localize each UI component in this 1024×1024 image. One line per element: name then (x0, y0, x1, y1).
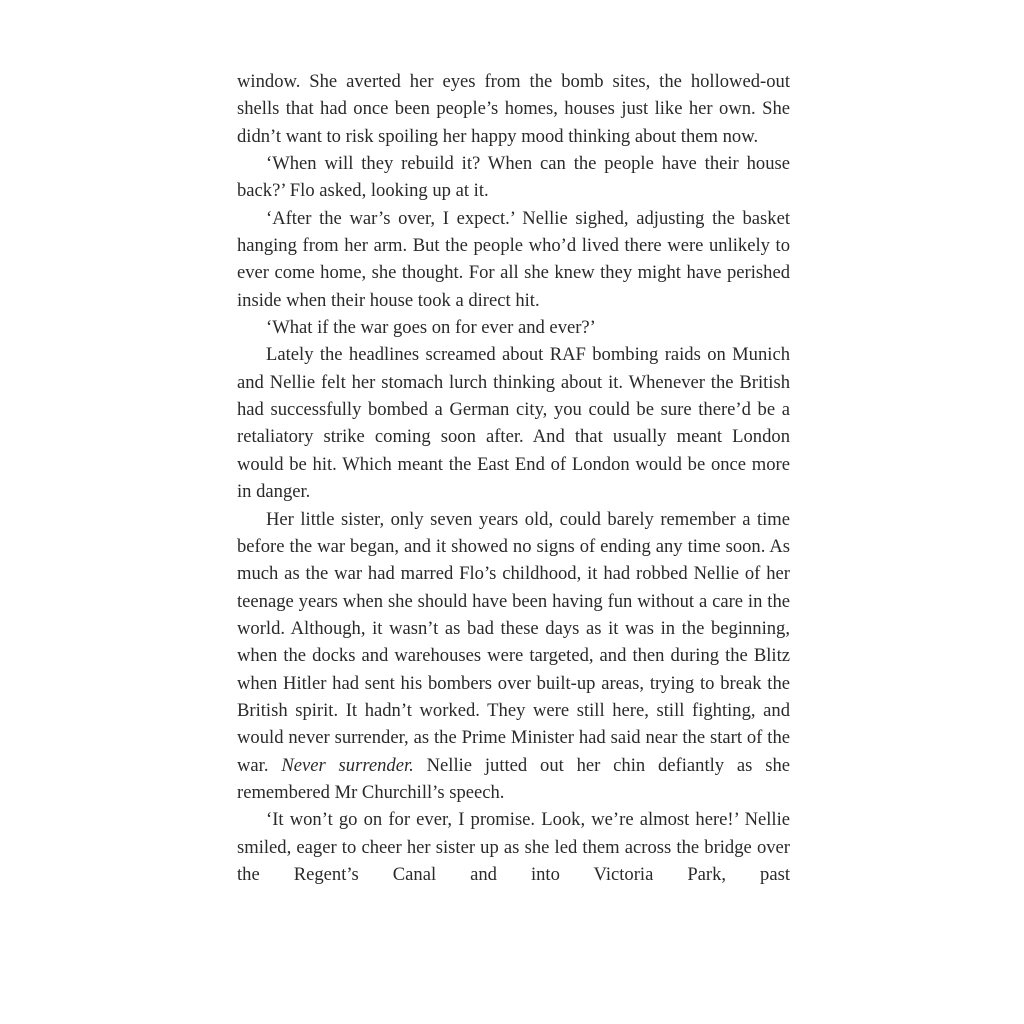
paragraph-7: ‘It won’t go on for ever, I promise. Look, we’re almost here!’ Nellie smiled, eager to cheer her sister up as she led them across the bridge over the Regent’s Canal and into Victoria Park, past (237, 809, 790, 885)
paragraph-6-text-before: Her little sister, only seven years old, could barely remember a time before the war began, and it showed no signs of ending any time soon. As much as the war had marred Flo’s childhood, it had robbed Nellie of her teenage years when she should have been having fun without a care in the world. Although, it wasn’t as bad these days as it was in the beginning, when the docks and warehouses were targeted, and then during the Blitz when Hitler had sent his bombers over built-up areas, trying to break the British spirit. It hadn’t worked. They were still here, still fighting, and would never surrender, as the Prime Minister had said near the start of the war. (237, 508, 790, 776)
paragraph-3: ‘After the war’s over, I expect.’ Nellie sighed, adjusting the basket hanging from her arm. But the people who’d lived there were unlikely to ever come home, she thought. For all she knew they might have perished inside when their house took a direct hit. (237, 207, 790, 311)
paragraph-6 (237, 506, 790, 807)
book-page (237, 68, 790, 888)
paragraph-1: window. She averted her eyes from the bomb sites, the hollowed-out shells that had once been people’s homes, houses just like her own. She didn’t want to risk spoiling her happy mood thinking about them now. (237, 71, 790, 147)
paragraph-4: ‘What if the war goes on for ever and ever?’ (266, 317, 596, 339)
paragraph-2: ‘When will they rebuild it? When can the people have their house back?’ Flo asked, looking up at it. (237, 153, 790, 202)
italic-phrase: Never surrender. (281, 754, 414, 776)
paragraph-6-text-after: Nellie jutted out her chin defiantly as she remembered Mr Churchill’s speech. (237, 754, 790, 803)
paragraph-5: Lately the headlines screamed about RAF bombing raids on Munich and Nellie felt her stomach lurch thinking about it. Whenever the British had successfully bombed a German city, you could be sure there’d be a retaliatory strike coming soon after. And that usually meant London would be hit. Which meant the East End of London would be once more in danger. (237, 344, 790, 503)
